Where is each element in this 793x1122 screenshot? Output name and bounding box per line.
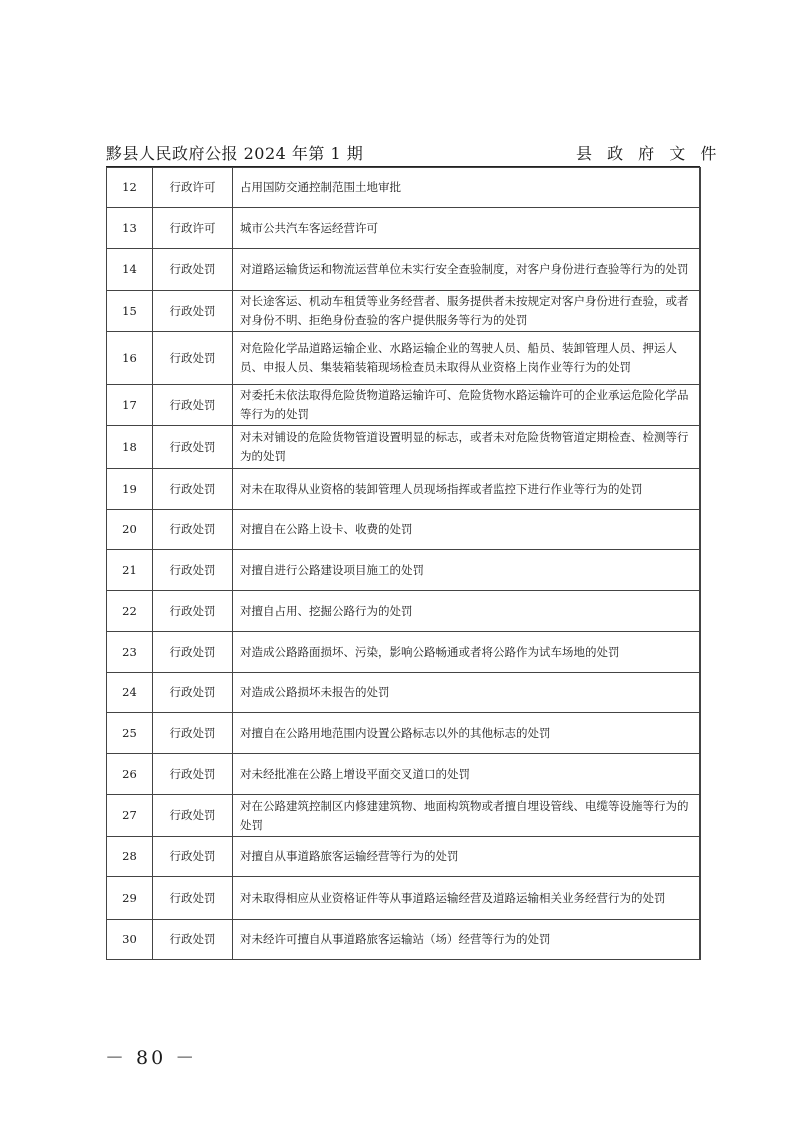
row-flag [700,713,701,754]
row-item-name: 对在公路建筑控制区内修建建筑物、地面构筑物或者擅自埋设管线、电缆等设施等行为的处罚 [233,795,700,837]
table-row [107,469,701,510]
row-item-name: 对危险化学品道路运输企业、水路运输企业的驾驶人员、船员、装卸管理人员、押运人员、申报人员、集装箱装箱现场检查员未取得从业资格上岗作业等行为的处罚 [233,332,700,385]
row-item-name: 对委托未依法取得危险货物道路运输许可、危险货物水路运输许可的企业承运危险化学品等行为的处罚 [233,385,700,426]
row-item-name: 对造成公路路面损坏、污染，影响公路畅通或者将公路作为试车场地的处罚 [233,632,700,673]
row-category: 行政处罚 [153,632,233,673]
table-row [107,550,701,591]
row-number: 26 [107,754,153,795]
row-item-name: 对擅自在公路上设卡、收费的处罚 [233,510,700,550]
row-category: 行政处罚 [153,426,233,469]
row-number: 23 [107,632,153,673]
table-row [107,385,701,426]
bulletin-title: 黟县人民政府公报 2024 年第 1 期 [106,144,364,163]
row-flag [700,426,701,469]
row-category: 行政处罚 [153,550,233,591]
row-category: 行政处罚 [153,332,233,385]
row-flag [700,673,701,713]
row-item-name: 对未经批准在公路上增设平面交叉道口的处罚 [233,754,700,795]
row-item-name: 对未在取得从业资格的装卸管理人员现场指挥或者监控下进行作业等行为的处罚 [233,469,700,510]
row-number: 16 [107,332,153,385]
table-row [107,837,701,877]
table-row [107,920,701,960]
row-item-name: 对擅自从事道路旅客运输经营等行为的处罚 [233,837,700,877]
row-flag [700,837,701,877]
row-category: 行政处罚 [153,469,233,510]
row-flag [700,550,701,591]
row-number: 27 [107,795,153,837]
row-category: 行政处罚 [153,920,233,960]
row-number: 30 [107,920,153,960]
row-number: 15 [107,291,153,332]
row-category: 行政处罚 [153,510,233,550]
table-row [107,168,701,208]
row-number: 24 [107,673,153,713]
row-number: 13 [107,208,153,249]
row-category: 行政处罚 [153,795,233,837]
row-number: 14 [107,249,153,291]
row-flag [700,249,701,291]
row-flag [700,795,701,837]
section-title: 县 政 府 文 件 [576,144,722,163]
row-item-name: 对长途客运、机动车租赁等业务经营者、服务提供者未按规定对客户身份进行查验，或者对身份不明、拒绝身份查验的客户提供服务等行为的处罚 [233,291,700,332]
page-number: － 80 － [105,1047,198,1069]
row-item-name: 占用国防交通控制范围土地审批 [233,168,700,208]
table-row [107,249,701,291]
row-number: 22 [107,591,153,632]
table-row [107,754,701,795]
item-table-body [107,168,701,960]
row-number: 19 [107,469,153,510]
row-category: 行政处罚 [153,877,233,920]
row-category: 行政处罚 [153,385,233,426]
row-category: 行政处罚 [153,291,233,332]
row-category: 行政处罚 [153,673,233,713]
row-flag [700,469,701,510]
row-item-name: 对造成公路损坏未报告的处罚 [233,673,700,713]
row-category: 行政处罚 [153,837,233,877]
row-flag [700,168,701,208]
row-number: 28 [107,837,153,877]
row-item-name: 对道路运输货运和物流运营单位未实行安全查验制度，对客户身份进行查验等行为的处罚 [233,249,700,291]
row-category: 行政处罚 [153,754,233,795]
row-flag [700,591,701,632]
row-item-name: 城市公共汽车客运经营许可 [233,208,700,249]
table-row [107,877,701,920]
row-category: 行政处罚 [153,249,233,291]
table-row [107,591,701,632]
row-number: 17 [107,385,153,426]
row-number: 12 [107,168,153,208]
row-flag [700,291,701,332]
row-item-name: 对未对铺设的危险货物管道设置明显的标志，或者未对危险货物管道定期检查、检测等行为的处罚 [233,426,700,469]
table-row [107,713,701,754]
row-flag [700,877,701,920]
table-row [107,673,701,713]
row-flag [700,208,701,249]
row-flag [700,632,701,673]
row-item-name: 对擅自在公路用地范围内设置公路标志以外的其他标志的处罚 [233,713,700,754]
row-category: 行政处罚 [153,713,233,754]
row-number: 18 [107,426,153,469]
row-number: 20 [107,510,153,550]
row-category: 行政许可 [153,168,233,208]
table-row [107,510,701,550]
row-item-name: 对未经许可擅自从事道路旅客运输站（场）经营等行为的处罚 [233,920,700,960]
table-row [107,632,701,673]
table-row [107,426,701,469]
row-flag [700,510,701,550]
table-row [107,291,701,332]
row-item-name: 对未取得相应从业资格证件等从事道路运输经营及道路运输相关业务经营行为的处罚 [233,877,700,920]
row-flag [700,754,701,795]
row-category: 行政处罚 [153,591,233,632]
row-category: 行政许可 [153,208,233,249]
row-number: 25 [107,713,153,754]
row-item-name: 对擅自占用、挖掘公路行为的处罚 [233,591,700,632]
table-row [107,332,701,385]
row-number: 21 [107,550,153,591]
row-flag [700,385,701,426]
item-table [106,167,701,960]
row-number: 29 [107,877,153,920]
table-row [107,208,701,249]
table-row [107,795,701,837]
row-flag [700,332,701,385]
row-item-name: 对擅自进行公路建设项目施工的处罚 [233,550,700,591]
row-flag [700,920,701,960]
